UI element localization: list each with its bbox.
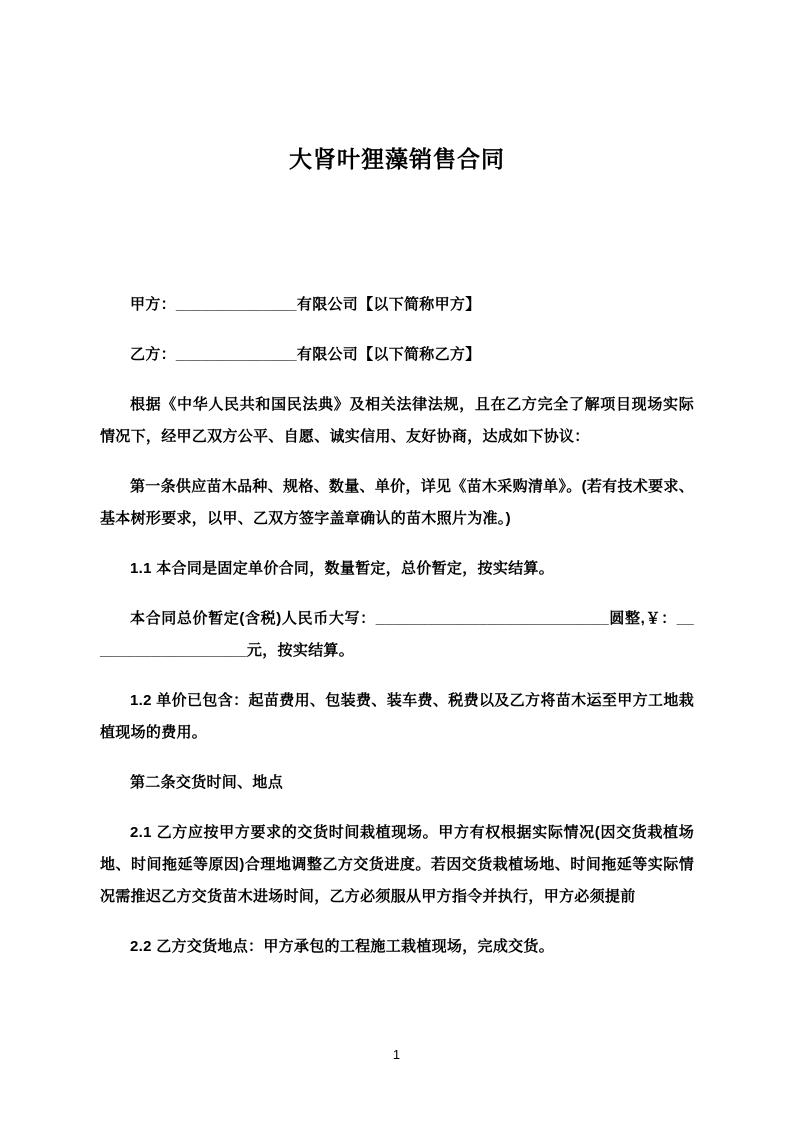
- document-title: 大肾叶狸藻销售合同: [289, 146, 505, 172]
- document-content: [100, 141, 694, 981]
- paragraph-clause-1-1: 1.1 本合同是固定单价合同，数量暂定，总价暂定，按实结算。: [130, 560, 555, 577]
- page-number: 1: [392, 1047, 401, 1062]
- paragraph-party-b: 乙方：______________有限公司【以下简称乙方】: [130, 346, 481, 363]
- paragraph-clause-2-2: 2.2 乙方交货地点：甲方承包的工程施工栽植现场，完成交货。: [130, 938, 555, 955]
- paragraph-total-price: 本合同总价暂定(含税)人民币大写：___________________________圆整,￥：___________________元，按实结算。: [100, 610, 694, 659]
- paragraph-clause-2-1: 2.1 乙方应按甲方要求的交货时间栽植现场。甲方有权根据实际情况(因交货栽植场地、时间拖延等原因)合理地调整乙方交货进度。若因交货栽植场地、时间拖延等实际情况需推迟乙方交货苗木进场时间，乙方必须服从甲方指令并执行，甲方必须提前: [100, 824, 694, 905]
- paragraph-clause-1-2: 1.2 单价已包含：起苗费用、包装费、装车费、税费以及乙方将苗木运至甲方工地栽植现场的费用。: [100, 692, 694, 741]
- paragraph-party-a: 甲方：______________有限公司【以下简称甲方】: [130, 296, 481, 313]
- paragraph-preamble: 根据《中华人民共和国民法典》及相关法律法规，且在乙方完全了解项目现场实际情况下，经甲乙双方公平、自愿、诚实信用、友好协商，达成如下协议：: [100, 396, 694, 445]
- paragraph-article-2: 第二条交货时间、地点: [130, 774, 284, 791]
- paragraph-article-1: 第一条供应苗木品种、规格、数量、单价，详见《苗木采购清单》。(若有技术要求、基本树形要求，以甲、乙双方签字盖章确认的苗木照片为准。): [100, 478, 694, 527]
